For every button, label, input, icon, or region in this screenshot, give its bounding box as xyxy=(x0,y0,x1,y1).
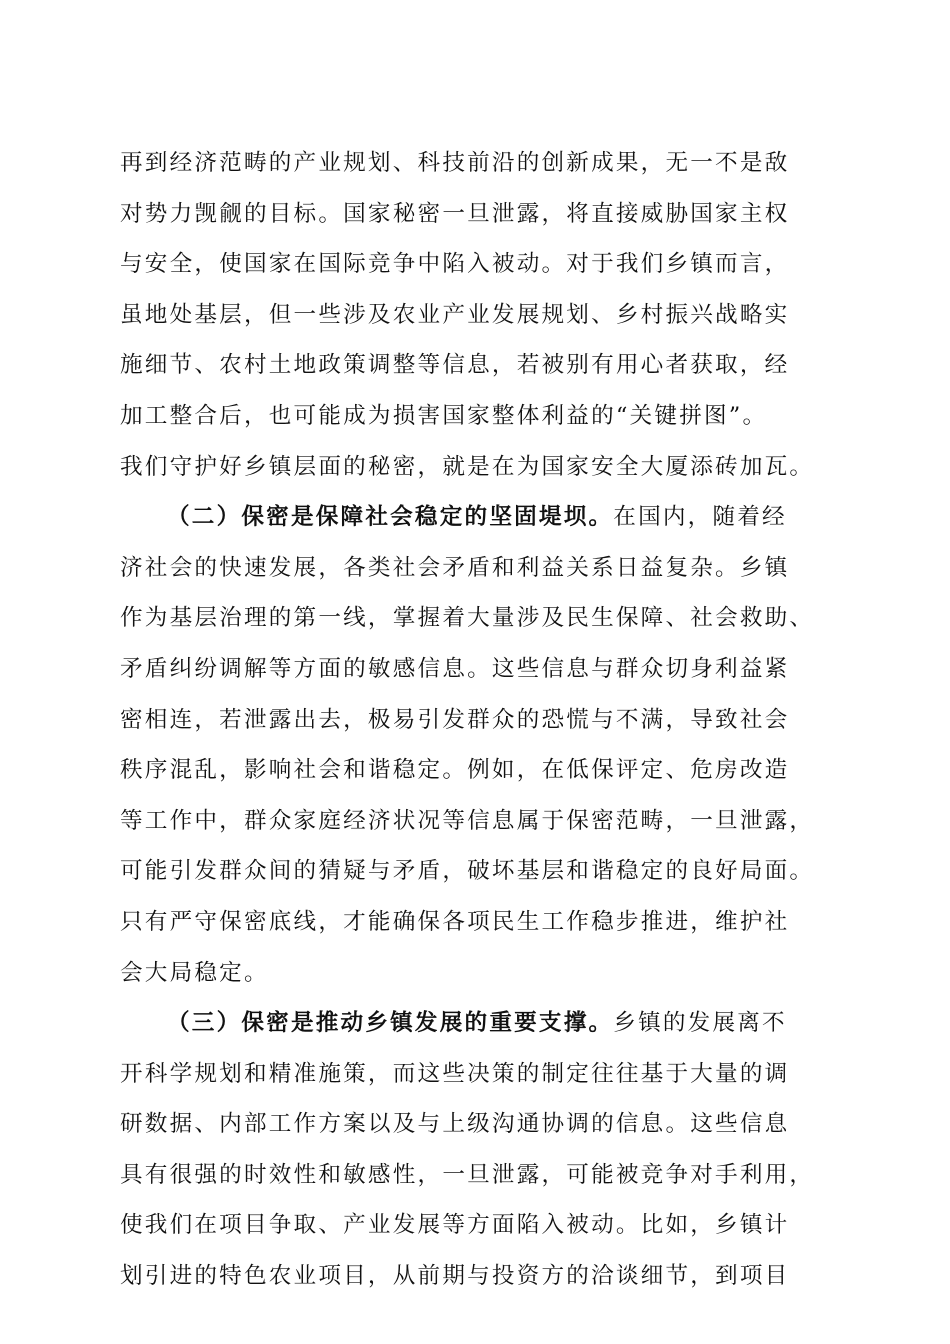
text-line: 开科学规划和精准施策，而这些决策的制定往往基于大量的调 xyxy=(120,1060,790,1087)
text-line: 具有很强的时效性和敏感性，一旦泄露，可能被竞争对手利用， xyxy=(120,1161,815,1188)
text-line: 划引进的特色农业项目，从前期与投资方的洽谈细节，到项目 xyxy=(120,1263,790,1290)
document-body xyxy=(120,138,840,1302)
paragraph-township-development xyxy=(120,998,840,1302)
text-segment: 乡镇的发展离不 xyxy=(613,1010,787,1037)
text-line: 加工整合后，也可能成为损害国家整体利益的“关键拼图”。 xyxy=(120,402,768,429)
text-line: 对势力觊觎的目标。国家秘密一旦泄露，将直接威胁国家主权 xyxy=(120,200,790,227)
paragraph-national-security xyxy=(120,138,840,492)
text-segment: 在国内，随着经 xyxy=(613,504,787,531)
text-line: 施细节、农村土地政策调整等信息，若被别有用心者获取，经 xyxy=(120,352,790,379)
section-heading-3: （三）保密是推动乡镇发展的重要支撑。 xyxy=(167,1010,614,1037)
section-first-line xyxy=(120,998,840,1049)
text-line: 矛盾纠纷调解等方面的敏感信息。这些信息与群众切身利益紧 xyxy=(120,655,790,682)
text-line: 与安全，使国家在国际竞争中陷入被动。对于我们乡镇而言， xyxy=(120,251,790,278)
text-line: 密相连，若泄露出去，极易引发群众的恐慌与不满，导致社会 xyxy=(120,706,790,733)
text-line: 等工作中，群众家庭经济状况等信息属于保密范畴，一旦泄露， xyxy=(120,807,815,834)
text-line: 会大局稳定。 xyxy=(120,959,269,986)
text-line: 研数据、内部工作方案以及与上级沟通协调的信息。这些信息 xyxy=(120,1111,790,1138)
text-line: 秩序混乱，影响社会和谐稳定。例如，在低保评定、危房改造 xyxy=(120,757,790,784)
text-line: 可能引发群众间的猜疑与矛盾，破坏基层和谐稳定的良好局面。 xyxy=(120,858,815,885)
section-heading-2: （二）保密是保障社会稳定的坚固堤坝。 xyxy=(167,504,614,531)
text-line: 只有严守保密底线，才能确保各项民生工作稳步推进，维护社 xyxy=(120,908,790,935)
text-line: 再到经济范畴的产业规划、科技前沿的创新成果，无一不是敌 xyxy=(120,150,790,176)
text-line: 使我们在项目争取、产业发展等方面陷入被动。比如，乡镇计 xyxy=(120,1212,790,1239)
text-line: 济社会的快速发展，各类社会矛盾和利益关系日益复杂。乡镇 xyxy=(120,554,790,581)
text-line: 我们守护好乡镇层面的秘密，就是在为国家安全大厦添砖加瓦。 xyxy=(120,453,815,480)
text-line: 作为基层治理的第一线，掌握着大量涉及民生保障、社会救助、 xyxy=(120,605,815,632)
paragraph-social-stability xyxy=(120,492,840,998)
text-line: 虽地处基层，但一些涉及农业产业发展规划、乡村振兴战略实 xyxy=(120,301,790,328)
section-first-line xyxy=(120,492,840,543)
